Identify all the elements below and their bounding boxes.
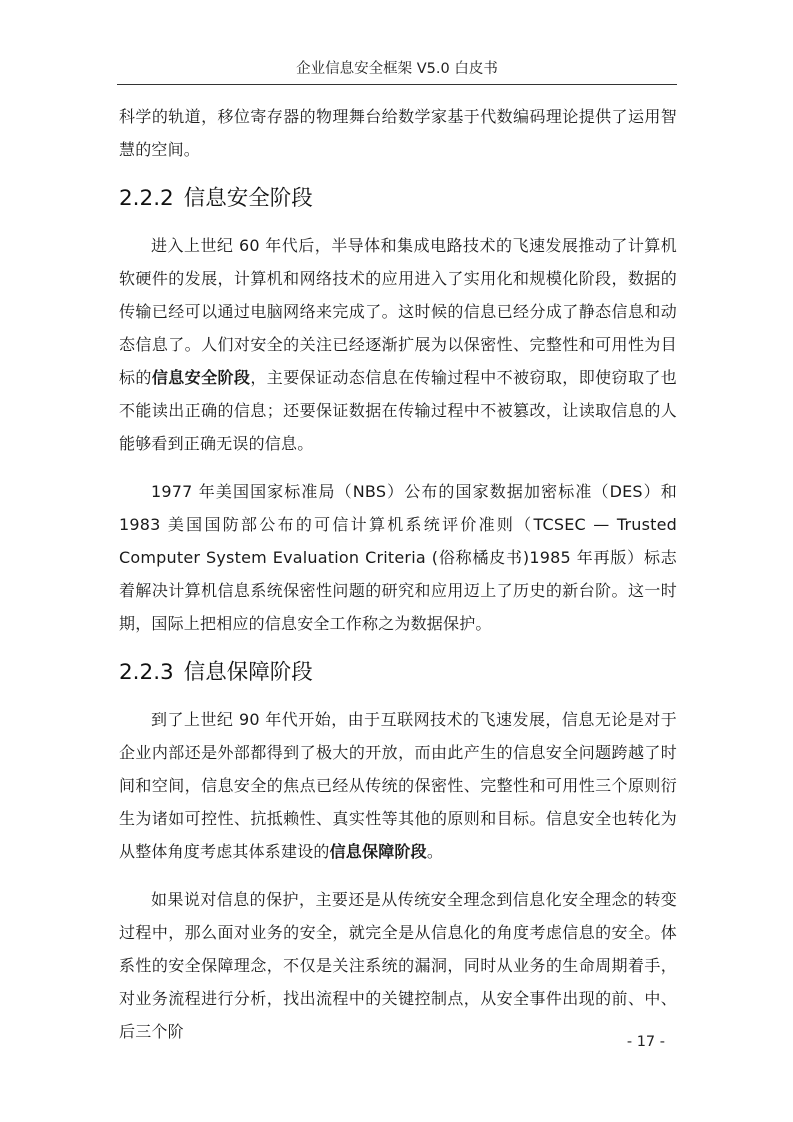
paragraph-text: 到了上世纪 90 年代开始，由于互联网技术的飞速发展，信息无论是对于企业内部还是外部都得到了极大的开放，而由此产生的信息安全问题跨越了时间和空间，信息安全的焦点已经从传统的保密性、完整性和可用性三个原则衍生为诸如可控性、抗抵赖性、真实性等其他的原则和目标。信息安全也转化为从整体角度考虑其体系建设的 [119, 710, 677, 861]
section-title: 信息保障阶段 [183, 660, 313, 685]
section-number: 2.2.3 [119, 660, 174, 685]
section-title: 信息安全阶段 [183, 186, 313, 211]
paragraph-continuation: 科学的轨道，移位寄存器的物理舞台给数学家基于代数编码理论提供了运用智慧的空间。 [119, 107, 677, 159]
paragraph-info-security-stage [119, 229, 677, 460]
page-body [119, 100, 677, 1048]
header-rule [117, 84, 677, 85]
paragraph-info-assurance-stage [119, 703, 677, 868]
section-heading-2-2-3 [119, 658, 677, 688]
paragraph-business-security: 如果说对信息的保护，主要还是从传统安全理念到信息化安全理念的转变过程中，那么面对业务的安全，就完全是从信息化的角度考虑信息的安全。体系性的安全保障理念，不仅是关注系统的漏洞，同时从业务的生命周期着手，对业务流程进行分析，找出流程中的关键控制点，从安全事件出现的前、中、后三个阶 [119, 890, 677, 1041]
bold-term: 信息安全阶段 [151, 368, 251, 387]
section-number: 2.2.2 [119, 186, 174, 211]
paragraph-text: 。 [426, 842, 444, 861]
section-heading-2-2-2 [119, 184, 677, 214]
page-number: - 17 - [626, 1034, 665, 1050]
paragraph-data-protection: 1977 年美国国家标准局（NBS）公布的国家数据加密标准（DES）和 1983 美国国防部公布的可信计算机系统评价准则（TCSEC — Trusted Computer System Evaluation Criteria (俗称橘皮书)1985 年再版）标志着解决计算机信息系统保密性问题的研究和应用迈上了历史的新台阶。这一时期，国际上把相应的信息安全工作称之为数据保护。 [119, 482, 677, 633]
running-header: 企业信息安全框架 V5.0 白皮书 [296, 61, 498, 77]
paragraph-text: 进入上世纪 60 年代后，半导体和集成电路技术的飞速发展推动了计算机软硬件的发展，计算机和网络技术的应用进入了实用化和规模化阶段，数据的传输已经可以通过电脑网络来完成了。这时候的信息已经分成了静态信息和动态信息了。人们对安全的关注已经逐渐扩展为以保密性、完整性和可用性为目标的 [119, 236, 677, 387]
bold-term: 信息保障阶段 [329, 842, 427, 861]
paragraph-text: ，主要保证动态信息在传输过程中不被窃取，即使窃取了也不能读出正确的信息；还要保证数据在传输过程中不被篡改，让读取信息的人能够看到正确无误的信息。 [119, 368, 678, 453]
